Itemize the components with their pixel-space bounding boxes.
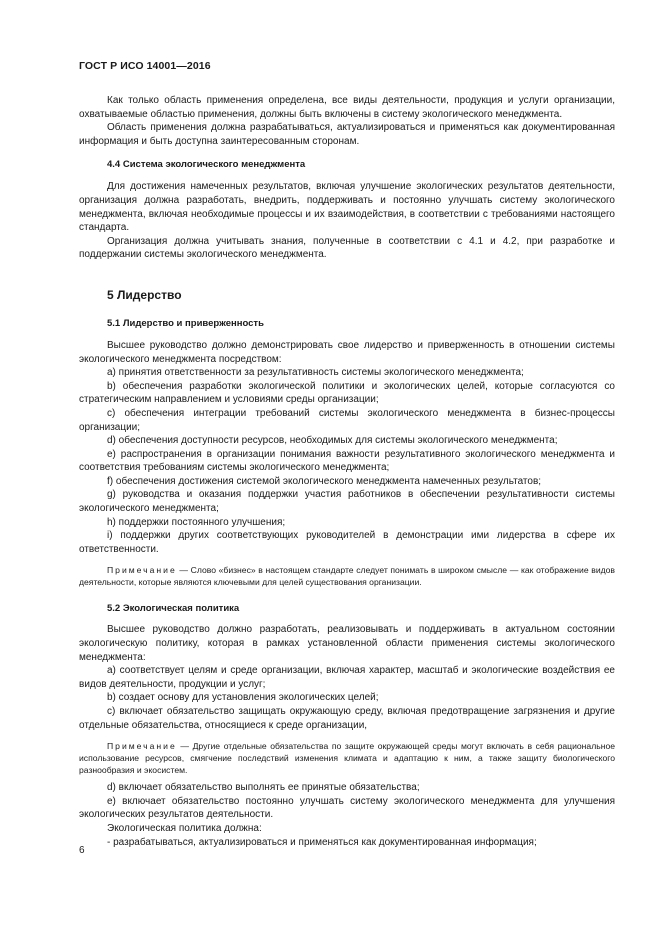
list-item: d) обеспечения доступности ресурсов, необходимых для системы экологического менеджмента; bbox=[107, 435, 558, 447]
list-item: h) поддержки постоянного улучшения; bbox=[107, 516, 286, 528]
paragraph: Как только область применения определена, все виды деятельности, продукция и услуги организации, охватываемые областью применения, должны быть включены в систему экологического менеджмента. bbox=[79, 95, 615, 120]
list-item: c) включает обязательство защищать окружающую среду, включая предотвращение загрязнения и другие отдельные обязательства, относящиеся к среде организации, bbox=[79, 706, 615, 731]
paragraph: Высшее руководство должно разработать, реализовывать и поддерживать в актуальном состоянии экологическую политику, которая в рамках установленной области применения системы экологического менеджмента: bbox=[79, 624, 615, 663]
list-item: b) обеспечения разработки экологической политики и экологических целей, которые согласуются со стратегическим направлением и условиями среды организации; bbox=[79, 380, 615, 406]
list-item: - разрабатываться, актуализироваться и применяться как документированная информация; bbox=[107, 836, 537, 848]
note bbox=[79, 564, 615, 588]
list-item: a) принятия ответственности за результативность системы экологического менеджмента; bbox=[107, 367, 524, 379]
note bbox=[79, 740, 615, 776]
page-number: 6 bbox=[79, 845, 85, 856]
section-heading-5-2: 5.2 Экологическая политика bbox=[107, 603, 240, 615]
list-item: g) руководства и оказания поддержки участия работников в обеспечении результативности системы экологического менеджмента; bbox=[79, 489, 615, 515]
note-text: — Слово «бизнес» в настоящем стандарте следует понимать в широком смысле — как отображение видов деятельности, которые являются ключевыми для целей существования организации. bbox=[79, 565, 615, 588]
note-label: Примечание bbox=[107, 565, 177, 576]
list-item: f) обеспечения достижения системой экологического менеджмента намеченных результатов; bbox=[107, 475, 542, 487]
section-heading-4-4: 4.4 Система экологического менеджмента bbox=[107, 159, 306, 171]
section-heading-5-1: 5.1 Лидерство и приверженность bbox=[107, 317, 264, 329]
page-body bbox=[79, 94, 615, 849]
paragraph: Для достижения намеченных результатов, включая улучшение экологических результатов деятельности, организация должна разработать, внедрить, поддерживать и постоянно улучшать систему экологического менеджмента, включая необходимые процессы и их взаимодействия, в соответствии с требованиями настоящего стандарта. bbox=[79, 181, 615, 234]
section-heading-5: 5 Лидерство bbox=[107, 287, 182, 302]
list-item: b) создает основу для установления экологических целей; bbox=[107, 692, 379, 704]
document-header: ГОСТ Р ИСО 14001—2016 bbox=[79, 60, 211, 72]
note-text: — Другие отдельные обязательства по защите окружающей среды могут включать в себя рациональное использование ресурсов, смягчение последствий изменения климата и адаптацию к ним, а также защиту биологического разнообразия и экосистем. bbox=[79, 741, 615, 776]
paragraph: Высшее руководство должно демонстрировать свое лидерство и приверженность в отношении системы экологического менеджмента посредством: bbox=[79, 339, 615, 365]
note-label: Примечание bbox=[107, 741, 177, 752]
list-item: e) распространения в организации понимания важности результативного экологического менеджмента и соответствия требованиям системы экологического менеджмента; bbox=[79, 448, 615, 474]
list-item: i) поддержки других соответствующих руководителей в демонстрации ими лидерства в сфере их ответственности. bbox=[79, 530, 615, 555]
list-item: c) обеспечения интеграции требований системы экологического менеджмента в бизнес-процессы организации; bbox=[79, 407, 615, 433]
list-item: d) включает обязательство выполнять ее принятые обязательства; bbox=[107, 782, 420, 794]
paragraph: Экологическая политика должна: bbox=[107, 822, 262, 834]
list-item: e) включает обязательство постоянно улучшать систему экологического менеджмента для улучшения экологических результатов деятельности. bbox=[79, 795, 615, 821]
paragraph: Организация должна учитывать знания, полученные в соответствии с 4.1 и 4.2, при разработке и поддержании системы экологического менеджмента. bbox=[79, 235, 615, 261]
list-item: a) соответствует целям и среде организации, включая характер, масштаб и экологические воздействия ее видов деятельности, продукции и услуг; bbox=[79, 665, 615, 690]
paragraph: Область применения должна разрабатываться, актуализироваться и применяться как документированная информация и быть доступна заинтересованным сторонам. bbox=[79, 122, 615, 147]
